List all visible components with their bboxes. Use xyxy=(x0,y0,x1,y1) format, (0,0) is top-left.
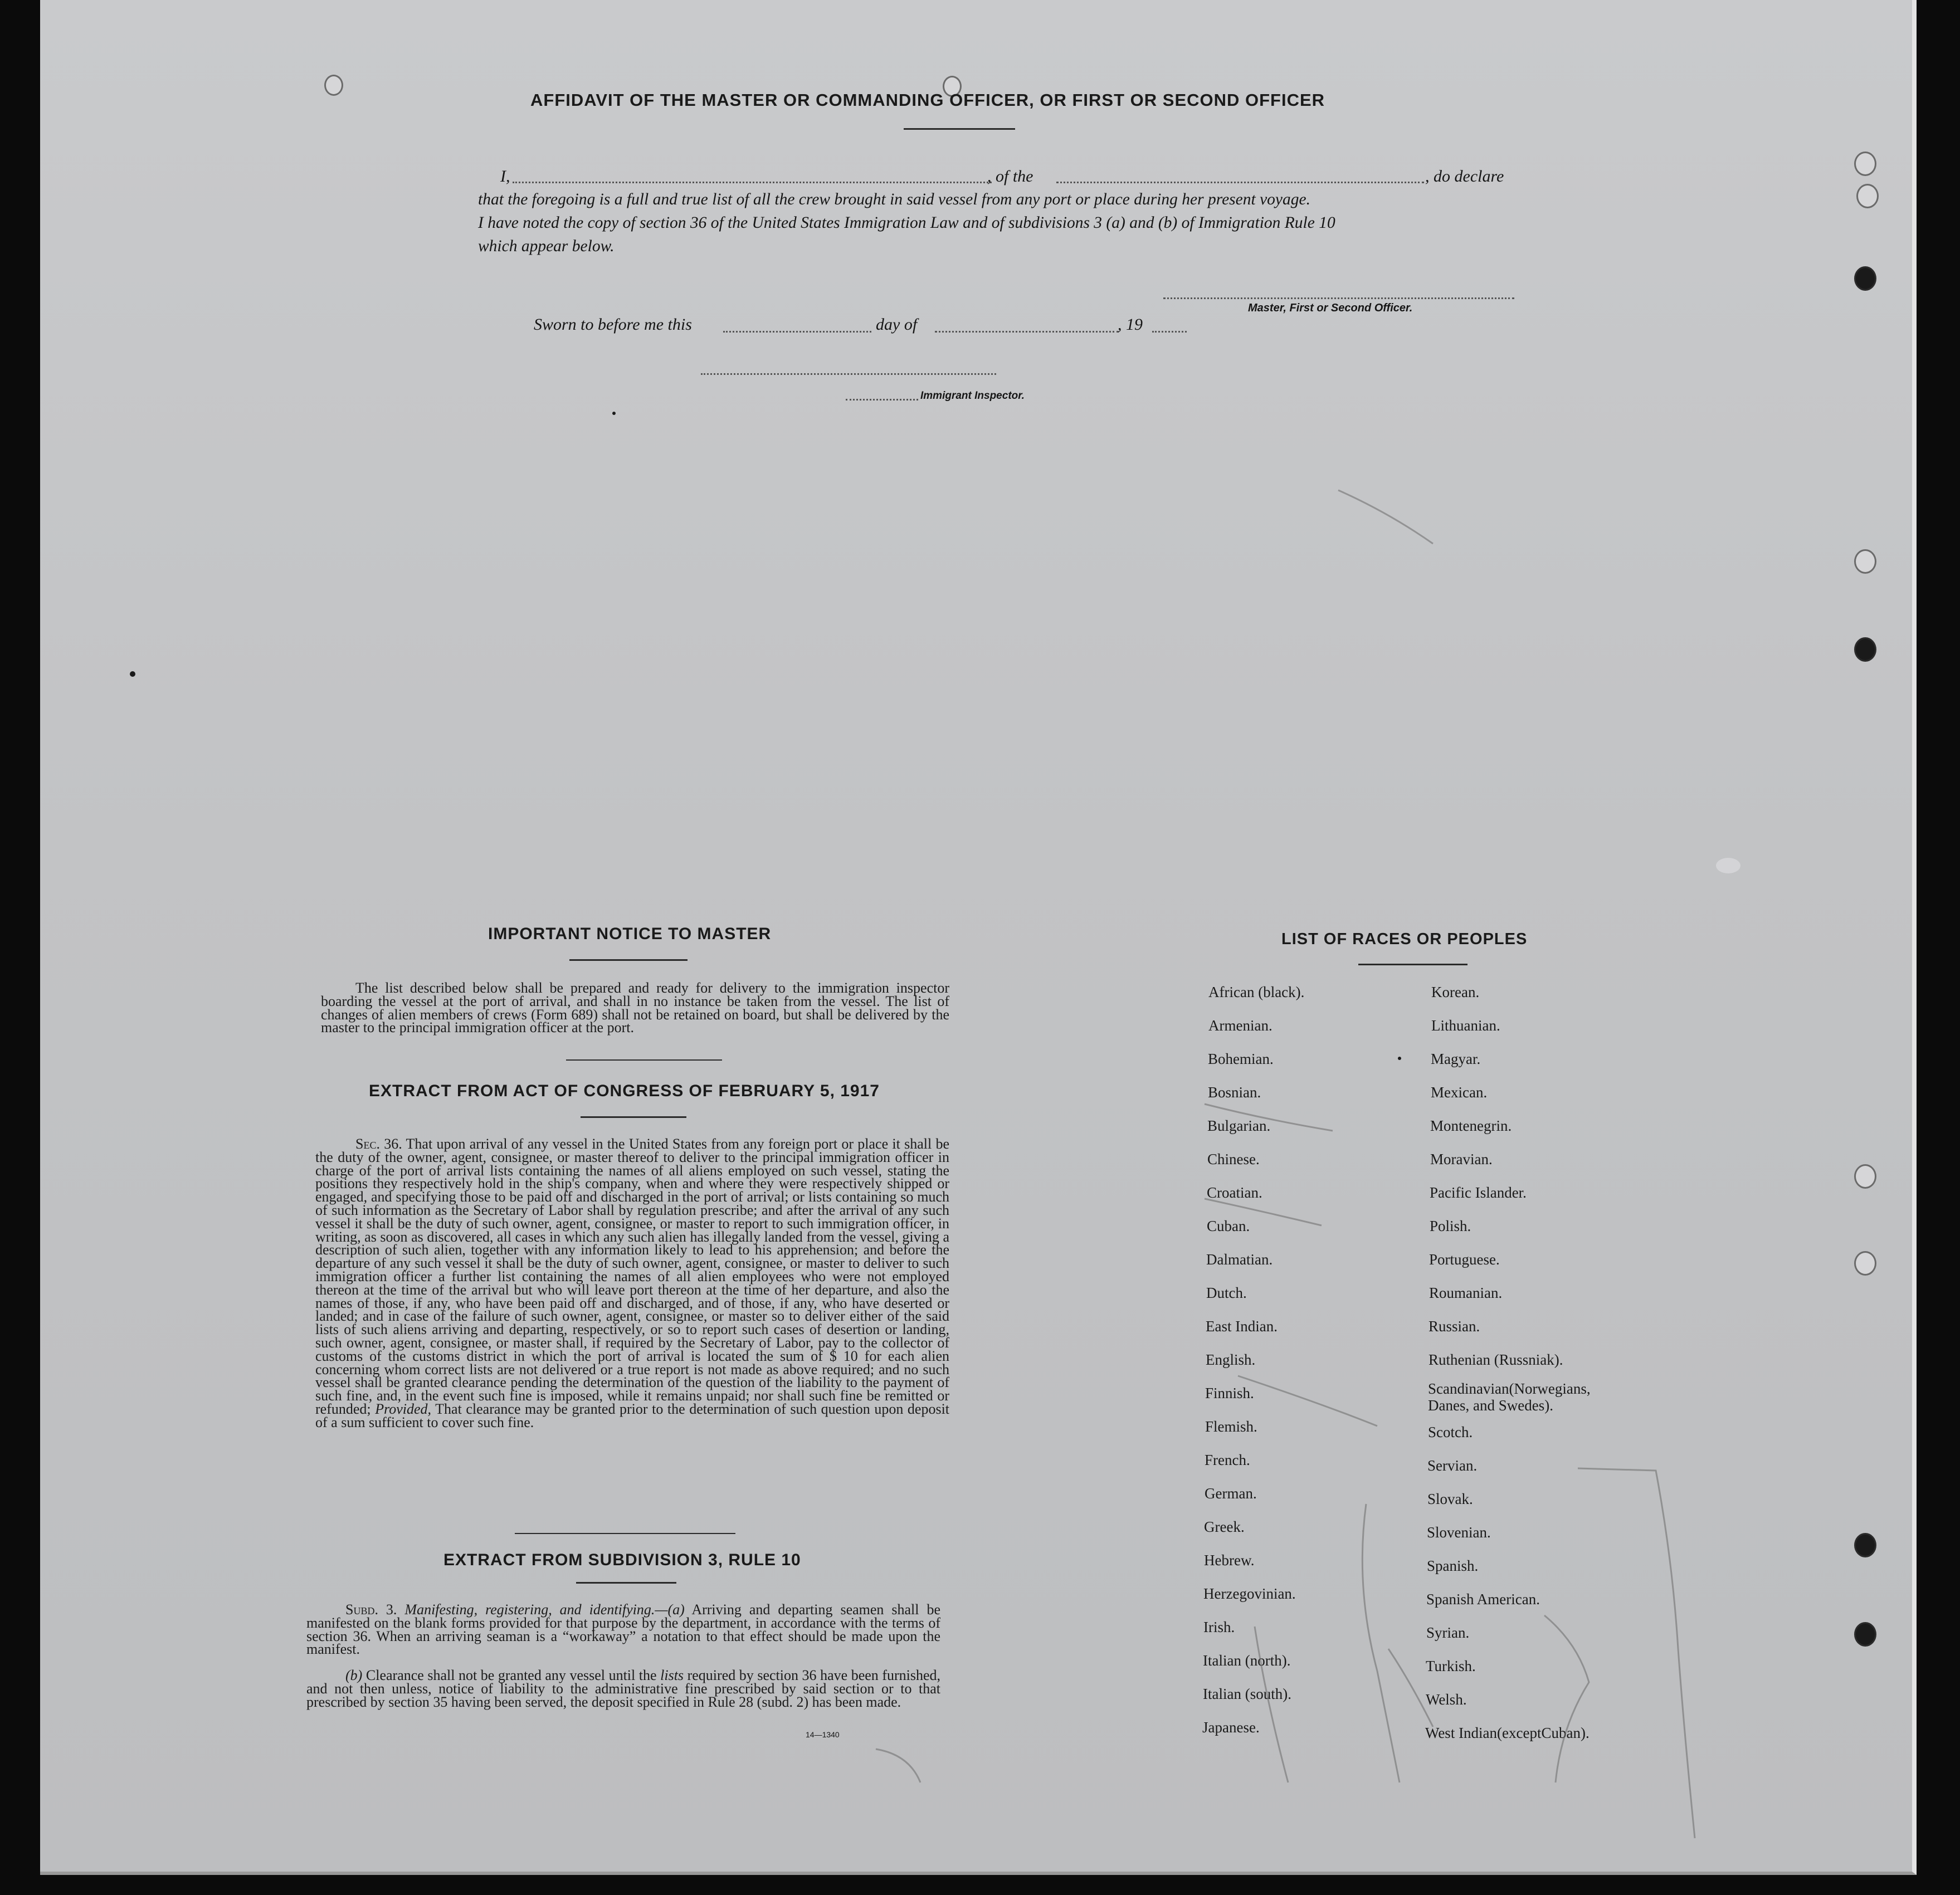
sworn-label: Sworn to before me this xyxy=(534,315,692,334)
punch-hole xyxy=(1854,1533,1876,1557)
punch-hole xyxy=(1854,549,1876,574)
race-item: Korean. xyxy=(1431,984,1480,1000)
form-page xyxy=(40,0,1917,1875)
lists-word: lists xyxy=(660,1667,684,1683)
races-title: LIST OF RACES OR PEOPLES xyxy=(1281,930,1528,948)
race-item: Slovenian. xyxy=(1427,1524,1491,1541)
punch-hole xyxy=(1854,1622,1876,1647)
race-item: Lithuanian. xyxy=(1431,1017,1500,1034)
race-item: Mexican. xyxy=(1431,1084,1488,1101)
race-item: Slovak. xyxy=(1427,1491,1473,1507)
affidavit-line-2: I have noted the copy of section 36 of the United States Immigration Law and of subdivisions 3 (a) and (b) of Immigration Rule 10 xyxy=(478,214,1335,232)
rule-heading: Manifesting, registering, and identifying.—(a) xyxy=(404,1601,685,1618)
race-item: Montenegrin. xyxy=(1430,1117,1512,1134)
vessel-field[interactable] xyxy=(1056,182,1424,183)
rule-body-a: Arriving and departing seamen shall be manifested on the blank forms provided for that purpose by the department, in accordance with the terms of section 36. When an arriving seaman is a “workaway” a notation to that effect should be made upon the manifest. xyxy=(306,1601,941,1658)
act-underline xyxy=(581,1116,686,1118)
b-label: (b) xyxy=(345,1667,363,1683)
pencil-marks xyxy=(40,0,1912,1872)
races-underline xyxy=(1358,964,1467,965)
form-number: 14—1340 xyxy=(806,1730,840,1739)
notice-title: IMPORTANT NOTICE TO MASTER xyxy=(488,925,772,943)
punch-hole xyxy=(1854,152,1876,176)
race-item: Flemish. xyxy=(1205,1418,1257,1435)
officer-signature-field[interactable] xyxy=(1163,297,1514,299)
day-of-label: day of xyxy=(876,315,918,334)
punch-hole xyxy=(1854,637,1876,662)
race-item: Russian. xyxy=(1428,1318,1480,1335)
divider xyxy=(515,1533,735,1534)
race-item: Herzegovinian. xyxy=(1203,1585,1296,1602)
rule-text-b xyxy=(306,1669,940,1708)
subd-label: Subd. 3. xyxy=(345,1601,397,1618)
act-text xyxy=(315,1137,949,1429)
race-item: Servian. xyxy=(1427,1457,1478,1474)
race-item: French. xyxy=(1205,1452,1250,1468)
race-item: Dalmatian. xyxy=(1206,1251,1273,1268)
i-label: I, xyxy=(500,167,510,185)
race-item: Italian (north). xyxy=(1203,1652,1291,1669)
race-item: Chinese. xyxy=(1207,1151,1260,1168)
race-item: Croatian. xyxy=(1207,1184,1262,1201)
act-body: That upon arrival of any vessel in the United States from any foreign port or place it shall be the duty of the owner, agent, consignee, or master thereof to deliver to the principal immigration officer in charge of the port of arrival lists containing the names of all aliens employed on such vessel, stating the positions they respectively hold in the ship's company, when and where they were respectively shipped or engaged, and specifying those to be paid off and discharged in the port of arrival; or lists containing so much of such information as the Secretary of Labor shall by regulation prescribe; and after the arrival of any such vessel it shall be the duty of such owner, agent, consignee, or master to report to such immigration officer, in writing, as soon as discovered, all cases in which any such alien has illegally landed from the vessel, giving a description of such alien, together with any information likely to lead to his apprehension; and before the departure of any such vessel it shall be the duty of such owner, agent, consignee, or master to deliver to such immigration officer a further list containing the names of all alien employees who were not employed thereon at the time of the arrival but who will leave port thereon at the time of her departure, and also the names of those, if any, who have been paid off and discharged, and of those, if any, who have deserted or landed; and in case of the failure of such owner, agent, consignee, or master so to deliver either of the said lists of such aliens arriving and departing, respectively, or so to report such cases of desertion or landing, such owner, agent, consignee, or master shall, if required by the Secretary of Labor, pay to the collector of customs of the customs district in which the port of arrival is located the sum of $ 10 for each alien concerning whom correct lists are not delivered or a true report is not made as above required; and no such vessel shall be granted clearance pending the determination of the question of the liability to the payment of such fine, and, in the event such fine is imposed, while it remains unpaid; nor shall such fine be remitted or refunded; xyxy=(315,1136,949,1417)
race-item: Pacific Islander. xyxy=(1430,1184,1527,1201)
year-label: , 19 xyxy=(1118,315,1143,334)
name-field[interactable] xyxy=(513,182,992,183)
notice-text: The list described below shall be prepared and ready for delivery to the immigration inspector boarding the vessel at the port of arrival, and shall in no instance be taken from the vessel. The list of changes of alien members of crews (Form 689) shall not be retained on board, but shall be delivered by the master to the principal immigration officer at the port. xyxy=(321,980,949,1036)
inspector-caption: Immigrant Inspector. xyxy=(920,390,1025,402)
notice-underline xyxy=(569,959,688,961)
affidavit-line-1: that the foregoing is a full and true list of all the crew brought in said vessel from any port or place during her present voyage. xyxy=(478,191,1310,208)
race-item: Portuguese. xyxy=(1429,1251,1500,1268)
race-item: Finnish. xyxy=(1205,1385,1254,1401)
punch-hole xyxy=(1854,266,1876,291)
race-item: Syrian. xyxy=(1426,1624,1470,1641)
race-item: German. xyxy=(1205,1485,1257,1502)
title-underline xyxy=(904,128,1015,130)
race-item: Welsh. xyxy=(1426,1691,1467,1708)
punch-hole xyxy=(1856,184,1879,208)
race-item: Greek. xyxy=(1204,1518,1245,1535)
race-item: African (black). xyxy=(1208,984,1305,1000)
divider xyxy=(566,1059,722,1061)
inspector-caption-lead xyxy=(846,399,918,401)
race-item: Polish. xyxy=(1430,1218,1471,1234)
rule-text-a xyxy=(306,1603,940,1656)
race-item: Dutch. xyxy=(1206,1285,1247,1301)
month-field[interactable] xyxy=(935,331,1119,333)
act-title: EXTRACT FROM ACT OF CONGRESS OF FEBRUARY 5, 1917 xyxy=(369,1082,880,1100)
race-item: Bulgarian. xyxy=(1207,1117,1271,1134)
affidavit-line-3: which appear below. xyxy=(478,237,615,255)
sec-label: Sec. 36. xyxy=(355,1136,402,1152)
race-item: Ruthenian (Russniak). xyxy=(1428,1351,1563,1368)
race-item: Roumanian. xyxy=(1429,1285,1503,1301)
rule-title: EXTRACT FROM SUBDIVISION 3, RULE 10 xyxy=(443,1551,801,1569)
race-item: Magyar. xyxy=(1431,1051,1481,1067)
race-item: Bosnian. xyxy=(1208,1084,1261,1101)
race-item: West Indian(exceptCuban). xyxy=(1425,1725,1590,1741)
race-item: English. xyxy=(1206,1351,1256,1368)
race-item: Moravian. xyxy=(1430,1151,1493,1168)
day-field[interactable] xyxy=(723,331,871,333)
punch-hole xyxy=(324,75,343,96)
race-item: East Indian. xyxy=(1206,1318,1278,1335)
race-item: Spanish American. xyxy=(1426,1591,1540,1608)
race-item: Japanese. xyxy=(1202,1719,1260,1736)
act-body-end: That clearance may be granted prior to the determination of such question upon deposit of a sum sufficient to cover such fine. xyxy=(315,1400,950,1430)
race-item: Bohemian. xyxy=(1208,1051,1274,1067)
race-item: Cuban. xyxy=(1207,1218,1250,1234)
of-the-label: , of the xyxy=(987,167,1033,185)
rule-body-b1: Clearance shall not be granted any vessel until the xyxy=(365,1667,657,1683)
race-item: Hebrew. xyxy=(1204,1552,1255,1569)
provided-label: Provided, xyxy=(375,1400,432,1417)
race-item: Turkish. xyxy=(1426,1658,1476,1674)
punch-hole xyxy=(1854,1251,1876,1276)
rule-underline xyxy=(576,1582,676,1584)
race-item: Irish. xyxy=(1203,1619,1235,1635)
race-item: Spanish. xyxy=(1427,1557,1479,1574)
race-item: Scotch. xyxy=(1428,1424,1473,1440)
year-field[interactable] xyxy=(1152,331,1187,333)
do-declare-label: , do declare xyxy=(1425,167,1504,185)
rule-body-b2: required by section 36 have been furnished, and not then unless, notice of liability to the administrative fine prescribed by said section or to that prescribed by section 35 having been served, the deposit specified in Rule 28 (subd. 2) has been made. xyxy=(306,1667,941,1710)
race-item: Armenian. xyxy=(1208,1017,1272,1034)
punch-hole xyxy=(1854,1164,1876,1189)
signature-caption: Master, First or Second Officer. xyxy=(1248,302,1413,314)
race-item: Scandinavian(Norwegians, Danes, and Swedes). xyxy=(1428,1380,1591,1414)
race-item: Italian (south). xyxy=(1203,1686,1291,1702)
affidavit-title: AFFIDAVIT OF THE MASTER OR COMMANDING OFFICER, OR FIRST OR SECOND OFFICER xyxy=(530,90,1325,110)
inspector-signature-field[interactable] xyxy=(701,373,996,375)
